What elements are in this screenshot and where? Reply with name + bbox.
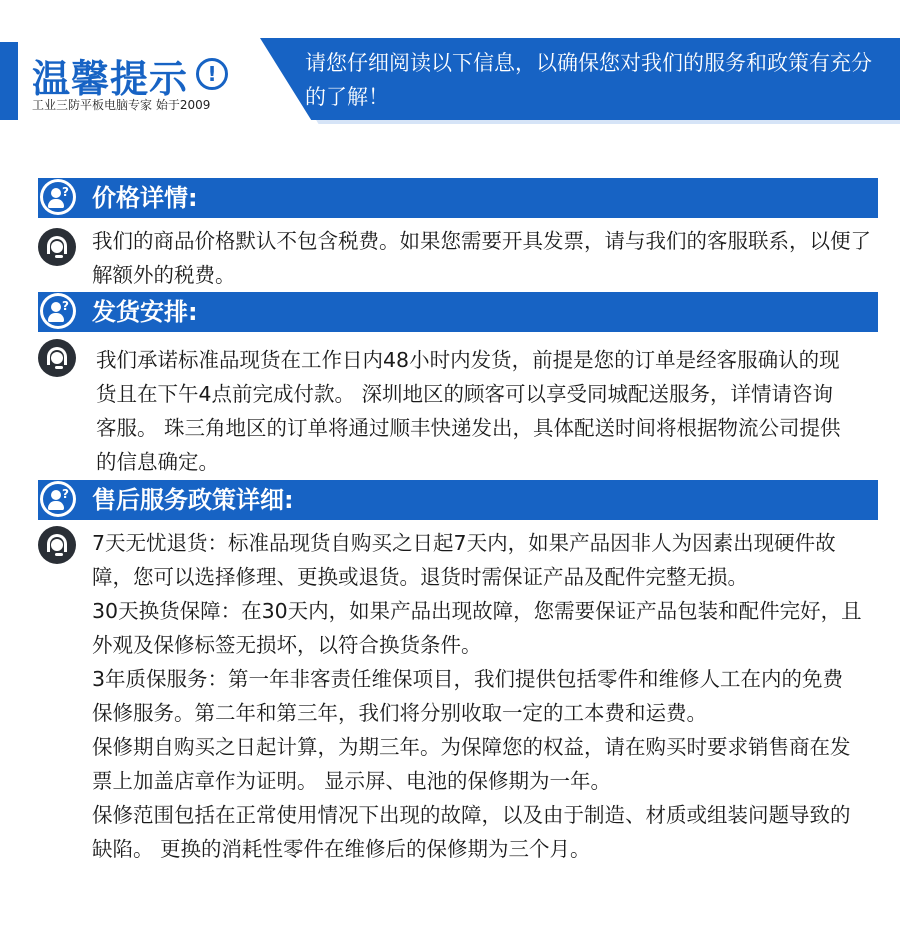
customer-question-icon: ?	[40, 481, 76, 517]
paragraph-warranty-period: 保修期自购买之日起计算，为期三年。为保障您的权益，请在购买时要求销售商在发票上加盖店章作为证明。 显示屏、电池的保修期为一年。	[92, 735, 851, 793]
paragraph-warranty-scope: 保修范围包括在正常使用情况下出现的故障，以及由于制造、材质或组装问题导致的缺陷。 更换的消耗性零件在维修后的保修期为三个月。	[92, 803, 851, 861]
paragraph: 我们承诺标准品现货在工作日内48小时内发货，前提是您的订单是经客服确认的现货且在下午4点前完成付款。 深圳地区的顾客可以享受同城配送服务，详情请咨询客服。 珠三角地区的订单将通过顺丰快递发出，具体配送时间将根据物流公司提供的信息确定。	[96, 348, 841, 474]
customer-question-icon: ?	[40, 179, 76, 215]
header-subtitle: 工业三防平板电脑专家 始于2009	[32, 98, 211, 112]
section-body-shipping	[96, 343, 841, 479]
section-bar-after-sales	[38, 480, 878, 520]
customer-question-icon: ?	[40, 293, 76, 329]
section-title-price: 价格详情:	[92, 184, 198, 212]
header-title: 温馨提示	[32, 57, 189, 101]
section-body-price	[92, 224, 882, 292]
section-bar-shipping	[38, 292, 878, 332]
section-title-shipping: 发货安排:	[92, 298, 198, 326]
customer-service-icon	[38, 228, 76, 266]
paragraph-7day-return: 7天无忧退货：标准品现货自购买之日起7天内，如果产品因非人为因素出现硬件故障，您可以选择修理、更换或退货。退货时需保证产品及配件完整无损。	[92, 531, 836, 589]
alert-icon: !	[196, 58, 228, 90]
section-bar-price	[38, 178, 878, 218]
section-body-after-sales	[92, 526, 862, 866]
customer-service-icon	[38, 339, 76, 377]
header-accent-bar	[0, 42, 18, 120]
customer-service-icon	[38, 526, 76, 564]
paragraph-3year-warranty: 3年质保服务：第一年非客责任维保项目，我们提供包括零件和维修人工在内的免费保修服务。第二年和第三年，我们将分别收取一定的工本费和运费。	[92, 667, 844, 725]
paragraph: 我们的商品价格默认不包含税费。如果您需要开具发票，请与我们的客服联系，以便了解额外的税费。	[92, 229, 871, 287]
header-notice-text: 请您仔细阅读以下信息，以确保您对我们的服务和政策有充分的了解！	[305, 51, 872, 109]
header-banner	[0, 38, 900, 124]
section-title-after-sales: 售后服务政策详细:	[92, 486, 294, 514]
paragraph-30day-exchange: 30天换货保障：在30天内，如果产品出现故障，您需要保证产品包装和配件完好，且外观及保修标签无损坏，以符合换货条件。	[92, 599, 862, 657]
